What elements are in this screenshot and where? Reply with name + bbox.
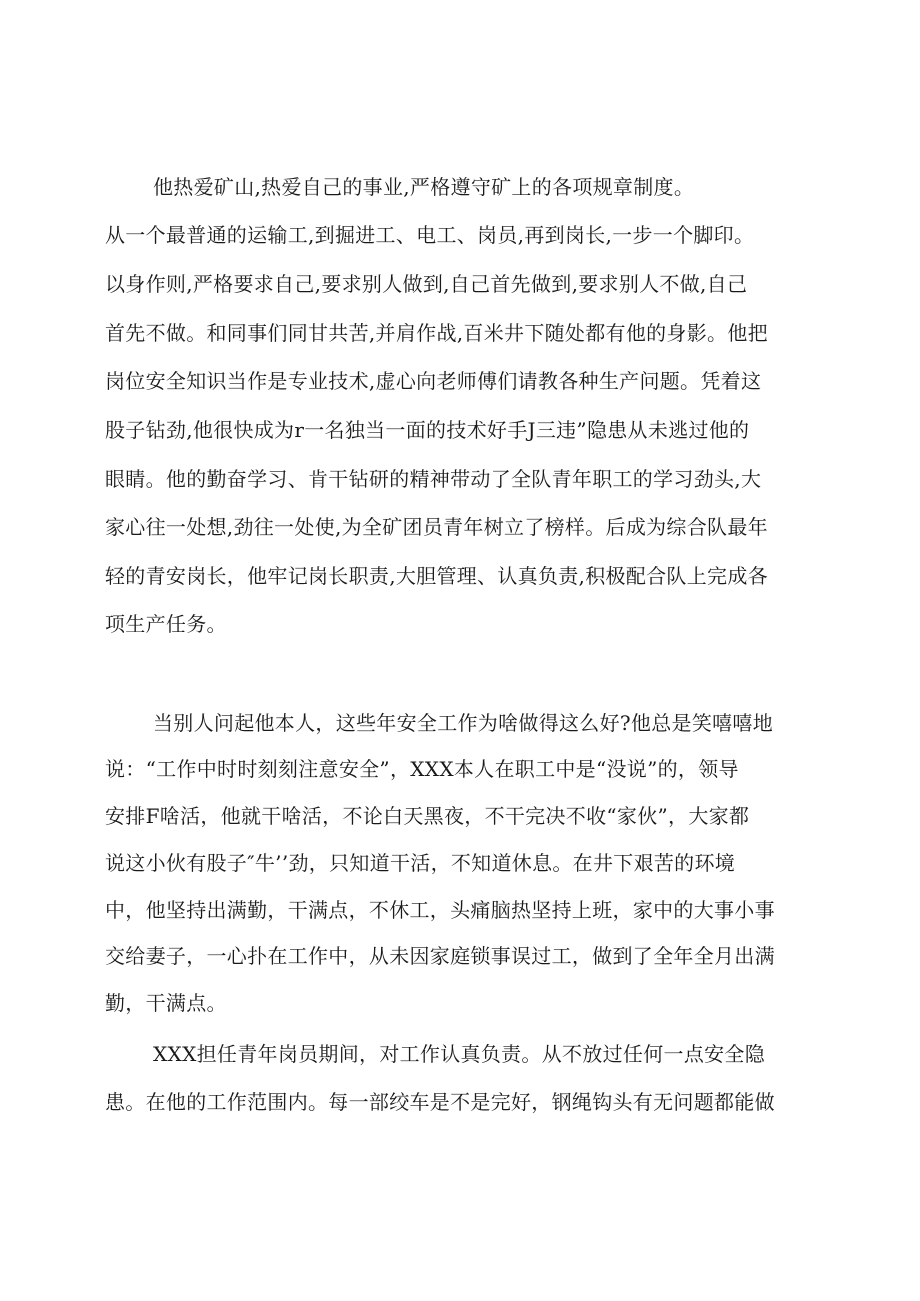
paragraph-line: 岗位安全知识当作是专业技术,虚心向老师傅们请教各种生产问题。凭着这 [105, 369, 762, 393]
paragraph-line: 轻的青安岗长，他牢记岗长职责,大胆管理、认真负责,积极配合队上完成各 [105, 564, 768, 588]
paragraph-line: 从一个最普通的运输工,到掘进工、电工、岗员,再到岗长,一步一个脚印。 [105, 223, 755, 247]
paragraph-line: 以身作则,严格要求自己,要求别人做到,自己首先做到,要求别人不做,自己 [105, 272, 748, 296]
paragraph-line: 他热爱矿山,热爱自己的事业,严格遵守矿上的各项规章制度。 [153, 175, 695, 199]
paragraph-line: 家心往一处想,劲往一处使,为全矿团员青年树立了榜样。后成为综合队最年 [105, 515, 768, 539]
paragraph-line: 眼睛。他的勤奋学习、肯干钻研的精神带动了全队青年职工的学习劲头,大 [105, 467, 762, 491]
paragraph-line: 安排F啥活，他就干啥活，不论白天黑夜，不干完决不收“家伙”，大家都 [105, 804, 750, 828]
paragraph-line: 患。在他的工作范围内。每一部绞车是不是完好，钢绳钩头有无问题都能做 [105, 1090, 775, 1114]
paragraph-line: 股子钻劲,他很快成为r一名独当一面的技术好手J三违”隐患从未逃过他的 [105, 418, 750, 442]
paragraph-line: XXX担任青年岗员期间，对工作认真负责。从不放过任何一点安全隐 [153, 1042, 766, 1066]
paragraph-line: 交给妻子，一心扑在工作中，从未因家庭锁事误过工，做到了全年全月出满 [105, 944, 775, 968]
paragraph-line: 勤，干满点。 [105, 991, 227, 1015]
paragraph-line: 首先不做。和同事们同甘共苦,并肩作战,百米井下随处都有他的身影。他把 [105, 321, 768, 345]
paragraph-line: 项生产任务。 [105, 612, 227, 636]
paragraph-line: 说这小伙有股子″牛’’劲，只知道干活，不知道休息。在井下艰苦的环境 [105, 851, 736, 875]
paragraph-line: 当别人问起他本人，这些年安全工作为啥做得这么好?他总是笑嘻嘻地 [153, 711, 774, 735]
paragraph-line: 中，他坚持出满勤，干满点，不休工，头痛脑热坚持上班，家中的大事小事 [105, 898, 775, 922]
paragraph-line: 说：“工作中时时刻刻注意安全”，XXX本人在职工中是“没说”的，领导 [105, 757, 739, 781]
